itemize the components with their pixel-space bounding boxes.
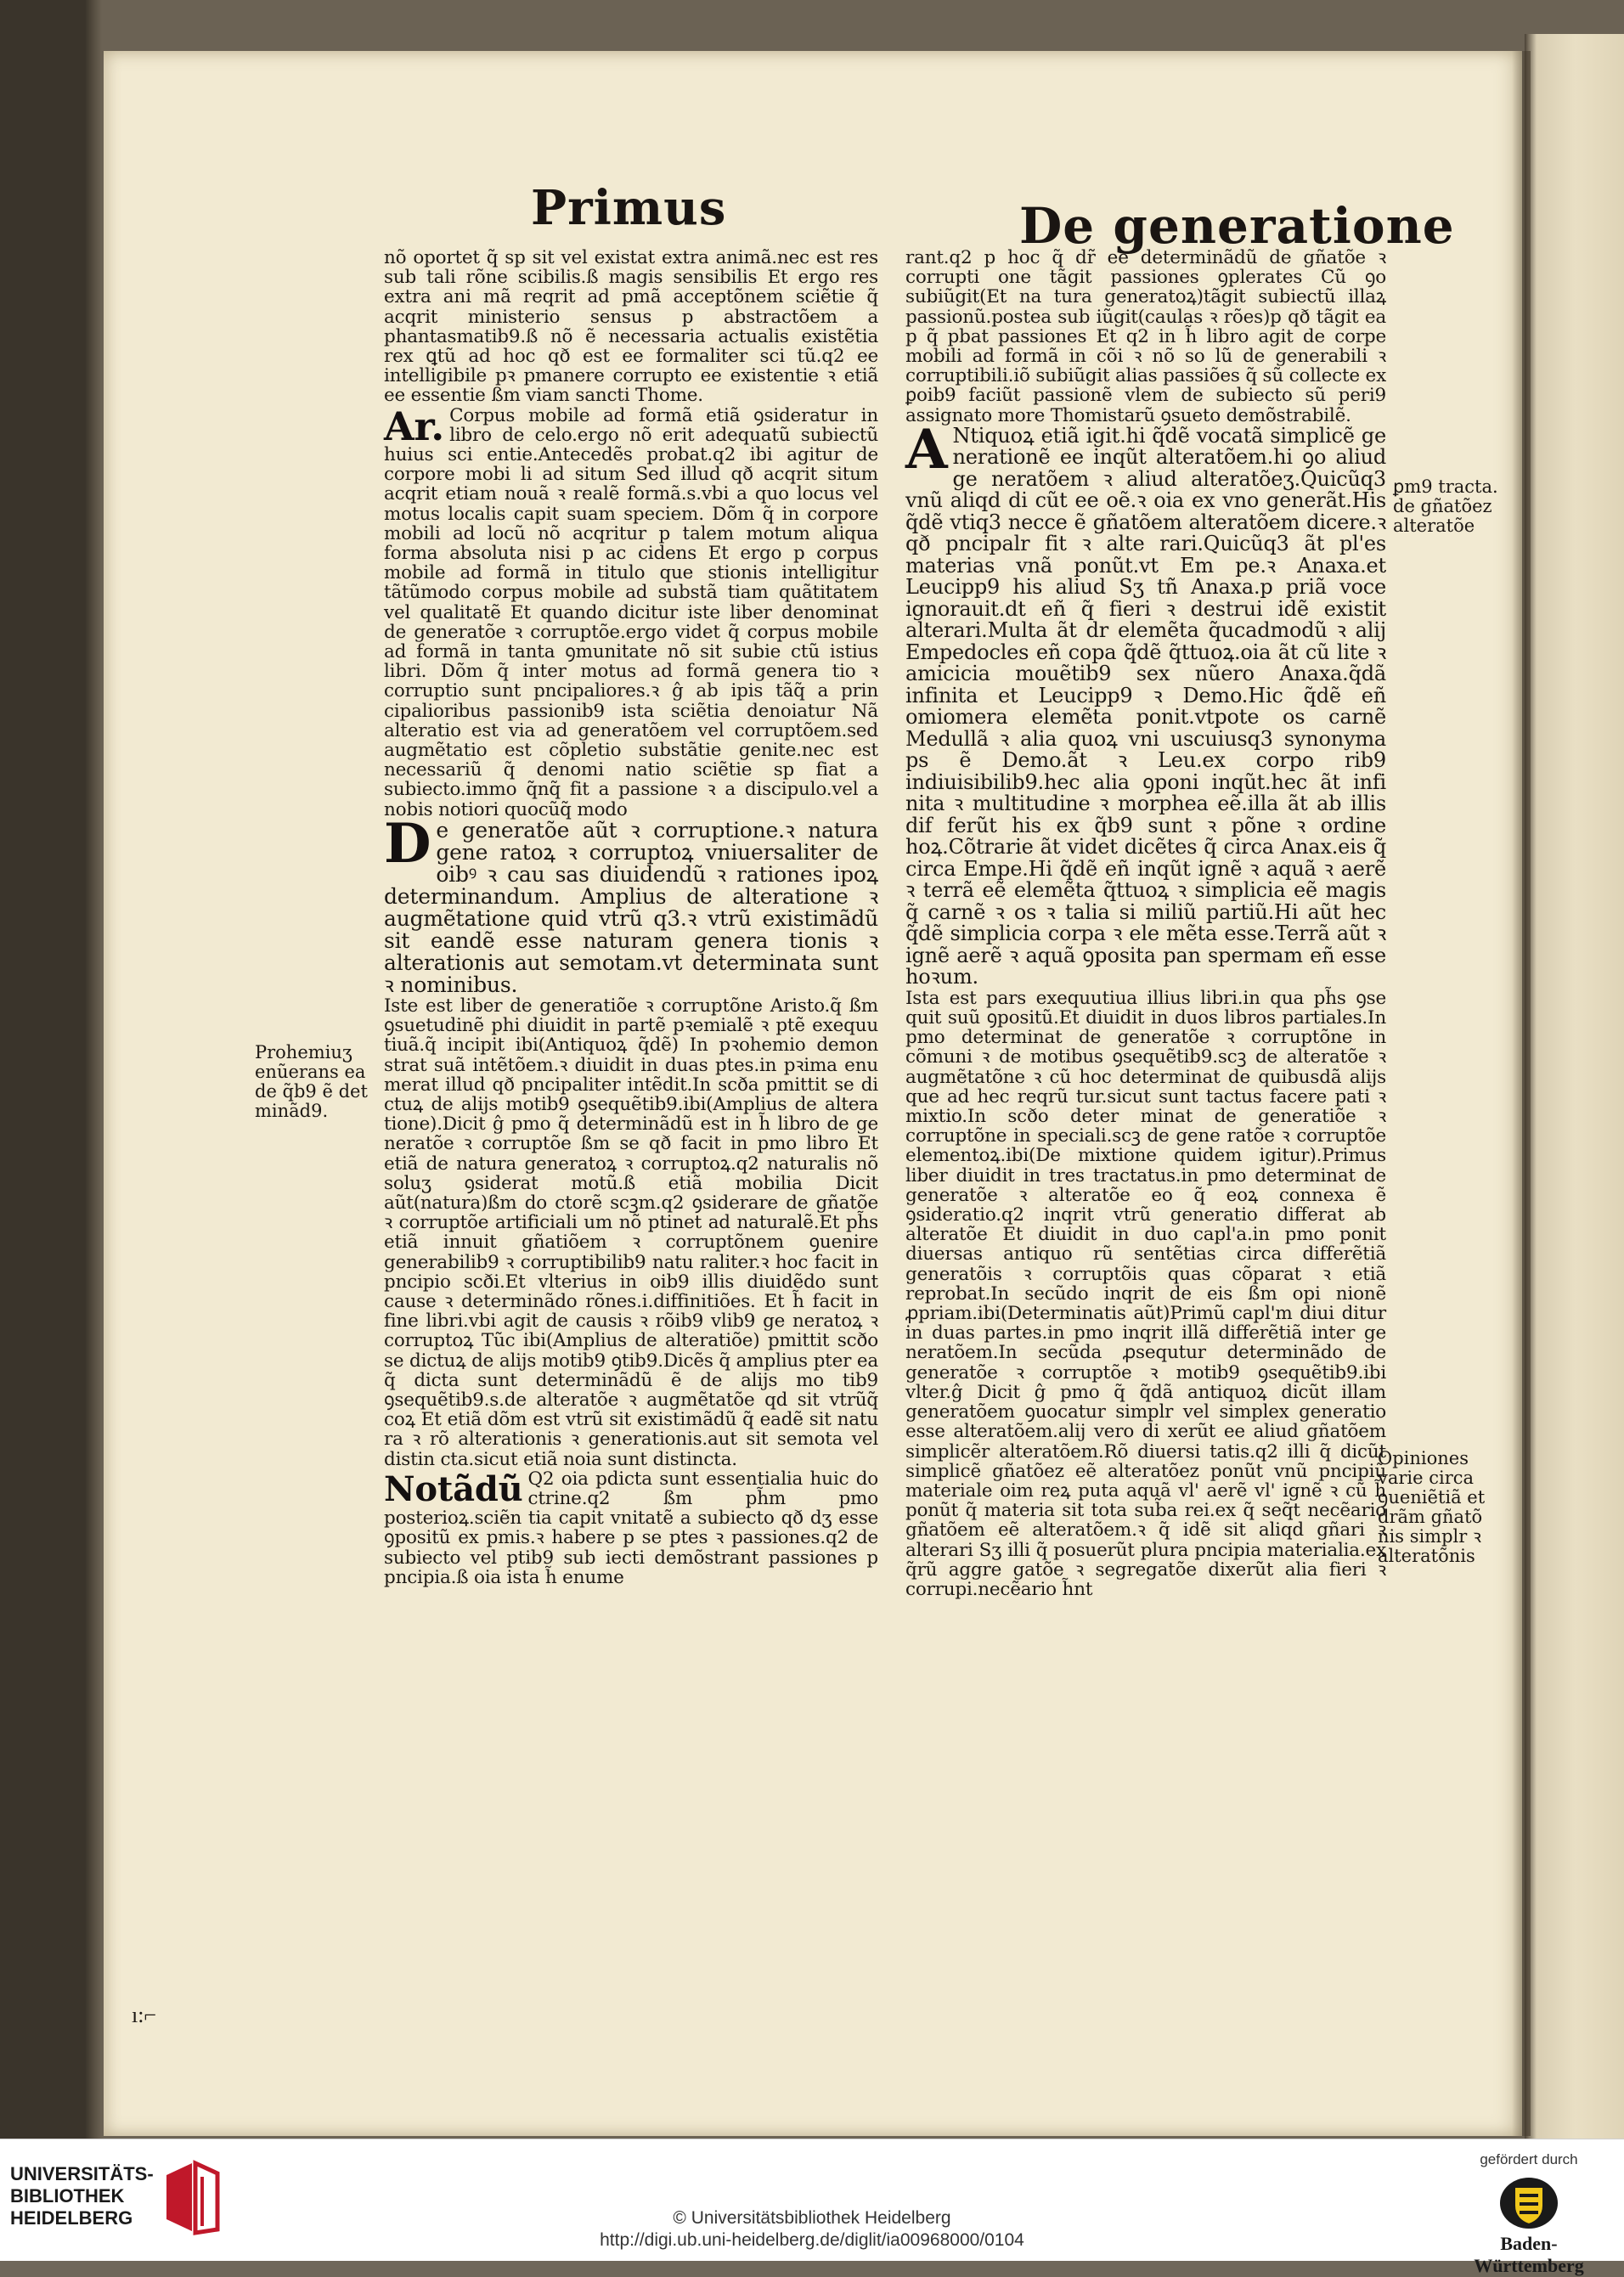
- running-header-right: De generatione: [1019, 197, 1455, 255]
- argument-paragraph: [384, 403, 878, 820]
- margin-note-line: Prohemiuʒ: [255, 1042, 352, 1062]
- copyright-text: © Universitätsbibliothek Heidelberg: [673, 2208, 951, 2228]
- margin-note-line: de gñatõez: [1393, 496, 1492, 516]
- margin-note-line: Opiniones: [1378, 1448, 1469, 1468]
- right-text-column: [905, 248, 1386, 1599]
- aristotle-text-paragraph: [384, 811, 878, 997]
- notandum-paragraph: [384, 1469, 878, 1587]
- margin-note-line: alteratõe: [1393, 516, 1475, 536]
- antiquorum-paragraph: [905, 417, 1386, 989]
- margin-note-opiniones: [1378, 1449, 1505, 1566]
- funder-block: [1452, 2151, 1605, 2277]
- antiquorum-drop-initial: A: [905, 417, 948, 482]
- library-name-line: HEIDELBERG: [10, 2207, 133, 2229]
- funder-name: Baden-Württemberg: [1474, 2233, 1584, 2276]
- text-drop-initial: D: [384, 811, 431, 876]
- aristotle-text: e generatõe aũt ꝛ corruptione.ꝛ natura gene ratoꝝ ꝛ corruptoꝝ vniuersaliter de oibꝰ ꝛ cau sas diuidendũ ꝛ rationes ipoꝝ determinandum. Amplius de alteratione ꝛ augmẽtatione quid vtrũ q3.ꝛ vtrũ existimãdũ sit eandẽ esse naturam genera tionis ꝛ alterationis aut semotam.vt determinata sunt ꝛ nominibus.: [384, 817, 878, 997]
- notandum-text: Q2 oia pdicta sunt essentialia huic do ctrine.q2 ßm ph̃m pmo posterioꝝ.sciẽn tia capit vnitatẽ a subiecto qð dʒ esse ꝯpositũ ex pmis.ꝛ habere p se ptes ꝛ passiones.q2 de subiecto vel ptib9 sub iecti demõstrant passiones p pncipia.ß oia ista h̃ enume: [384, 1468, 879, 1588]
- left-text-column: [384, 248, 878, 1587]
- margin-note-line: minãd9.: [255, 1101, 329, 1121]
- margin-note-tractatus: [1393, 477, 1512, 536]
- left-commentary-paragraph: Iste est liber de generatiõe ꝛ corruptõne Aristo.q̃ ßm ꝯsuetudinẽ phi diuidit in partẽ pꝛemialẽ ꝛ ptẽ exequu tiuã.q̃ incipit ibi(Antiquoꝝ q̃dẽ) In pꝛohemio demon strat suã intẽtõem.ꝛ diuidit in duas ptes.in pꝛima enu merat illud qð pncipaliter intẽdit.In scða pmittit se di ctuꝝ de alijs motib9 ꝯsequẽtib9.ibi(Amplius de altera tione).Dicit ĝ pmo q̃ determinãdũ est in h̃ libro de ge neratõe ꝛ corruptõe ßm se qð facit in pmo libro Et etiã de natura generatoꝝ ꝛ corruptoꝝ.q2 naturalis nõ soluʒ ꝯsiderat motũ.ß etiã mobilia Dicit aũt(natura)ßm do ctorẽ scꝫm.q2 ꝯsiderare de gñatõe ꝛ corruptõe artificiali um nõ ptinet ad naturalẽ.Et ph̃s etiã innuit gñatiõem ꝛ corruptõnem ꝯuenire generabilib9 ꝛ corruptibilib9 natu raliter.ꝛ hoc facit in pncipio scði.Et vlterius in oib9 illis diuidẽdo sunt cause ꝛ determinãdo rõnes.i.diffinitiões. Et h̃ facit in fine libri.vbi agit de causis ꝛ rõib9 vlib9 ge neratoꝝ ꝛ corruptoꝝ Tũc ibi(Amplius de alteratiõe) pmittit scðo se dictuꝝ de alijs motib9 ꝯtib9.Dicẽs q̃ amplius pter ea q̃ dicta sunt determinãdũ ẽ de alijs mo tib9 ꝯsequẽtib9.s.de alteratõe ꝛ augmẽtatõe qd sit vtrũq̃ coꝝ Et etiã dõm est vtrũ sit existimãdũ q̃ eadẽ sit natu ra ꝛ rõ alterationis ꝛ generationis.aut sit semota vel distin cta.sicut etiã noia sunt distincta.: [384, 995, 878, 1470]
- margin-note-line: alteratõnis: [1378, 1546, 1475, 1566]
- margin-note-line: nis simplr ꝛ: [1378, 1526, 1481, 1547]
- margin-note-line: varie circa: [1378, 1468, 1475, 1488]
- page-corner-mark: ı:⌐: [132, 2003, 157, 2027]
- margin-note-line: ꝯueniẽtiã et: [1378, 1487, 1486, 1508]
- antiquorum-text: Ntiquoꝝ etiã igit.hi q̃dẽ vocatã simplicẽ ge nerationẽ ee inqũt alteratõem.hi ꝯo aliud ge neratõem ꝛ aliud alteratõeʒ.Quicũq3 vnũ aliqd di cũt ee oẽ.ꝛ oia ex vno generãt.His q̃dẽ vtiq3 necce ẽ gñatõem alteratõem dicere.ꝛ qð pncipalr fit ꝛ alte rari.Quicũq3 ãt pl'es materias vnã ponũt.vt Em pe.ꝛ Anaxa.et Leucipp9 his aliud Sʒ tñ Anaxa.p priã voce ignorauit.dt eñ q̃ fieri ꝛ destrui idẽ existit alterari.Multa ãt dr elemẽta q̃ucadmodũ ꝛ alij Empedocles eñ copa q̃dẽ q̃ttuoꝝ.oia ãt cũ lite ꝛ amicicia mouẽtib9 sex nũero Anaxa.q̃dã infinita et Leucipp9 ꝛ Demo.Hic q̃dẽ eñ omiomera elemẽta ponit.vtpote os carnẽ Medullã ꝛ alia quoꝝ vni uscuiusq3 synonyma ps ẽ Demo.ãt ꝛ Leu.ex corpo rib9 indiuisibilib9.hec alia ꝯponi inqũt.hec ãt infi nita ꝛ multitudine ꝛ morphea eẽ.illa ãt ab illis dif ferũt his ex q̃b9 sunt ꝛ põne ꝛ ordine hoꝝ.Cõtrarie ãt videt dicẽtes q̃ circa Anax.eis q̃ circa Empe.Hi q̃dẽ eñ inqũt ignẽ ꝛ aquã ꝛ aerẽ ꝛ terrã eẽ elemẽta q̃ttuoꝝ ꝛ simplicia eẽ magis q̃ carnẽ ꝛ os ꝛ talia si miliũ partiũ.Hi aũt hec q̃dẽ simplicia corpa ꝛ ele mẽta esse.Terrã aũt ꝛ ignẽ aerẽ ꝛ aquã ꝯposita pan spermam eñ esse hoꝛum.: [905, 423, 1386, 989]
- margin-note-line: enũerans ea: [255, 1062, 366, 1082]
- argument-initial: Ar.: [384, 403, 445, 449]
- copyright-block: [0, 2207, 1624, 2252]
- margin-note-line: de q̃b9 ẽ det: [255, 1081, 368, 1102]
- viewer-footer: [0, 2139, 1624, 2276]
- funded-by-label: gefördert durch: [1480, 2151, 1578, 2167]
- margin-note-prohemium: [255, 1043, 382, 1121]
- page-gutter-shadow: [1512, 51, 1531, 2136]
- coat-of-arms-icon: [1499, 2177, 1559, 2229]
- left-intro-paragraph: nõ oportet q̃ sp sit vel existat extra animã.nec est res sub tali rõne scibilis.ß magis sensibilis Et ergo res extra ani mã reqrit ad pmã acceptõnem sciẽtie q̃ acqrit ministerio sensus p abstractõem a phantasmatib9.ß nõ ẽ necessaria actualis existẽtia rex ꝗtũ ad hoc qð est ee formaliter sci tũ.q2 ee intelligibile pꝛ pmanere corrupto ee existentie ꝛ etiã ee essentie ßm viam sancti Thome.: [384, 247, 878, 407]
- running-header-left: Primus: [531, 180, 727, 236]
- right-commentary-paragraph: Ista est pars exequutiua illius libri.in qua ph̃s ꝯse quit suũ ꝯpositũ.Et diuidit in duos libros partiales.In pmo determinat de generatõe ꝛ corruptõne in cõmuni ꝛ de motibus ꝯsequẽtib9.scꝫ de alteratõe ꝛ augmẽtatõne ꝛ cũ hoc determinat de quibusdã alijs que ad hec reqrũ tur.sicut sunt tactus facere pati ꝛ mixtio.In scðo deter minat de generatiõe ꝛ corruptõne in speciali.scꝫ de gene ratõe ꝛ corruptõe elementoꝝ.ibi(De mixtione quidem igitur).Primus liber diuidit in tres tractatus.in pmo determinat de generatõe ꝛ alteratõe eo q̃ eoꝝ connexa ẽ ꝯsideratio.q2 inqrit vtrũ generatio differat ab alteratõe Et diuidit in duo capl'a.in pmo ponit diuersas antiquo rũ sentẽtias circa differẽtiã generatõis ꝛ corruptõis quas cõparat ꝛ etiã reprobat.In secũdo inqrit de eis ßm opi nionẽ ꝓpriam.ibi(Determinatis aũt)Primũ capl'm diui ditur in duas partes.in pmo inqrit illã differẽtiã inter ge neratõem.In secũda ꝓsequtur determinãdo de generatõe ꝛ corruptõe ꝛ motib9 ꝯsequẽtib9.ibi vlter.ĝ Dicit ĝ pmo q̃ q̃dã antiquoꝝ dicũt illam generatõem ꝯuocatur simplr vel simplex generatio esse alteratõem.alij vero di xerũt ee aliud gñatõem simplicẽr alteratõem.Rõ diuersi tatis.q2 illi q̃ dicũt simplicẽ gñatõez eẽ alteratõez ponũt vnũ pncipiũ materiale oim reꝝ puta aquã vl' aerẽ vl' ignẽ ꝛ cũ h̃ ponũt q̃ materia sit tota sub̃a rei.ex q̃ seq̃t necẽario gñatõem eẽ alteratõem.ꝛ q̃ idẽ sit aliqd gñari ꝛ alterari Sʒ illi q̃ posuerũt plura pncipia materialia.ex q̃rũ aggre gatõe ꝛ segregatõe dixerũt alia fieri ꝛ corrupi.necẽario h̃nt: [905, 987, 1386, 1600]
- permalink-url[interactable]: http://digi.ub.uni-heidelberg.de/diglit/ia00968000/0104: [600, 2230, 1024, 2250]
- library-name-line: UNIVERSITÄTS-: [10, 2163, 154, 2184]
- notandum-initial: Notãdũ: [384, 1468, 523, 1509]
- margin-note-line: ꝑm9 tracta.: [1393, 476, 1498, 497]
- library-name-line: BIBLIOTHEK: [10, 2185, 125, 2207]
- argument-text: Corpus mobile ad formã etiã ꝯsideratur in libro de celo.ergo nõ erit adequatũ subiectũ huius sci entie.Antecedẽs probat.q2 ibi agitur de corpore mobi li ad situm Sed illud qð acqrit situm acqrit etiam nouã ꝛ realẽ formã.s.vbi a quo locus vel motus localis capit suam speciem. Dõm q̃ in corpore mobili ad locũ nõ acqritur p talem motum aliqua forma absoluta nisi p ac cidens Et ergo p corpus mobile ad formã in titulo que stionis intelligitur tãtũmodo corpus mobile ad substã tiam quãtitatem vel qualitatẽ Et quando dicitur iste liber denominat de generatõe ꝛ corruptõe.ergo videt q̃ corpus mobile ad formã in tanta ꝯmunitate nõ sit subie ctũ istius libri. Dõm q̃ inter motus ad formã genera tio ꝛ corruptio sunt pncipaliores.ꝛ ĝ ab ipis tãq̃ a prin cipalioribus passionib9 ista sciẽtia denoiatur Nã alteratio est via ad generatõem vel corruptõem.sed augmẽtatio est cõpletio substãtie genite.nec est necessariũ q̃ denomi natio sciẽtie sp fiat a subiecto.immo q̃nq̃ fit a passione ꝛ a discipulo.vel a nobis notiori quocũq̃ modo: [384, 404, 878, 820]
- facing-page-edge: [1525, 34, 1624, 2140]
- margin-note-line: drãm gñatõ: [1378, 1507, 1483, 1527]
- right-intro-paragraph: rant.q2 p hoc q̃ dr̃ ee determinãdũ de gñatõe ꝛ corrupti one tãgit passiones ꝯplerates Cũ ꝯo subiũgit(Et na tura generatoꝝ)tãgit subiectũ illaꝝ passionũ.postea sub iũgit(caulas ꝛ rões)p qð tãgit ea p q̃ pbat passiones Et q2 in h̃ libro agit de corpe mobili ad formã in cõi ꝛ nõ so lũ de generabili ꝛ corruptibili.iõ subiũgit alias passiões q̃ sũ collecte ex ꝑoib9 faciũt passionẽ vlem de subiecto sũ peri9 assignato more Thomistarũ ꝯsueto demõstrabilẽ.: [905, 247, 1387, 426]
